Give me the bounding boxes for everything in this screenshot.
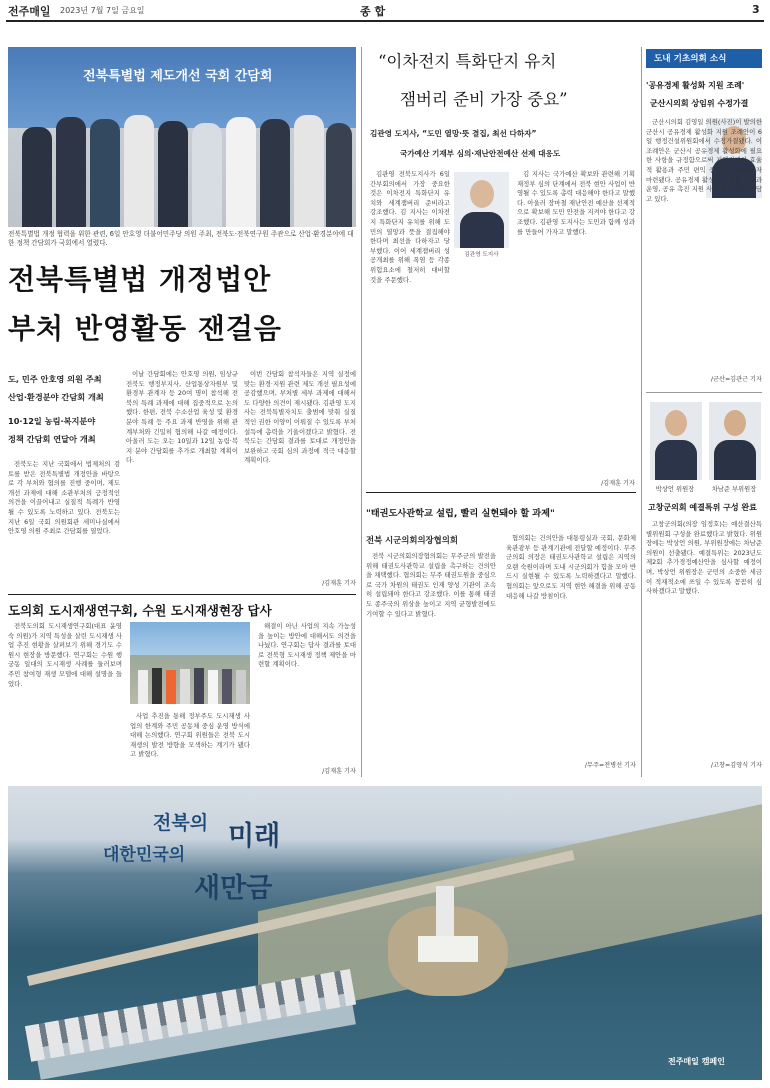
portrait-body: [460, 212, 504, 248]
suwon-body-col3: 해결이 아닌 사업의 지속 가능성을 높이는 방안에 대해서도 의견을 나눴다. 연구회는 답사 결과를 토대로 전북형 도시재생 정책 제안을 마련할 계획이다.: [258, 622, 356, 669]
suwon-byline: /김재훈 기자: [322, 768, 356, 775]
quote-subhead: 김관영 도지사, “도민 열망·뜻 결집, 최선 다하자”: [370, 129, 537, 138]
ad-building: [418, 936, 478, 962]
science-subhead: 전북 시군의회의장협의회: [366, 535, 458, 545]
council-story2-body: 고창군의회(의장 임정호)는 예산결산특별위원회 구성을 완료했다고 밝혔다. 위원장에는 박상언 의원, 부위원장에는 차남준 의원이 선출됐다. 예결특위는 2023년도 제2회 추가경정예산안을 심사할 예정이며, 박상언 위원장은 군민의 소중한 세금이 적재적소에 쓰일 수 있도록 꼼꼼히 심사하겠다고 말했다.: [646, 520, 762, 596]
council-story2-byline: /고창=김영식 기자: [710, 762, 762, 769]
quote-body-col2: 김 지사는 국가예산 확보와 관련해 기획재정부 심의 단계에서 전북 현안 사업이 반영될 수 있도록 총력 대응해야 한다고 말했다. 아울러 장마철 재난안전 예산을 선제적으로 확보해 도민 안전을 지켜야 한다고 강조했다. 김관영 도지사는 도민과 함께 성과를 만들어 가자고 말했다.: [517, 170, 635, 236]
lead-photo: [8, 47, 356, 227]
divider: [8, 594, 356, 595]
sub-headline: 정책 간담회 연달아 개최: [8, 434, 96, 444]
council-story1-body: 군산시의회 김영일 의원(사진)이 발의한 군산시 공유경제 활성화 지원 조례안이 6일 행정건설위원회에서 수정가결됐다. 이 조례안은 군산시 공유경제 활성화에 필요한 사항을 규정함으로써 지역경제의 효율적 활용과 주민 편익 증진에 기여하고자 마련됐다. 공유경제 활성화 위원회 구성과 운영, 공유 촉진 지원 사업 등의 내용을 담고 있다.: [646, 118, 762, 203]
governor-photo-name: 김관영 도지사: [464, 252, 499, 258]
lead-headline-1: 전북특별법 개정법안: [8, 263, 272, 296]
suwon-body-col1: 전북도의회 도시재생연구회(대표 윤영숙 의원)가 지역 특성을 살린 도시재생 사업 추진 현황을 살펴보기 위해 경기도 수원시 현장을 방문했다. 연구회는 수원 행궁동 일대의 도시재생 사례를 둘러보며 주민 참여형 재생 모델에 대해 설명을 들었다.: [8, 622, 122, 688]
quote-subhead-2: 국가예산 기재부 심의·재난안전예산 선제 대응도: [400, 149, 561, 158]
ad-line1b: 미래: [228, 821, 281, 852]
governor-photo: [454, 172, 509, 248]
ad-line2: 대한민국의: [103, 845, 186, 865]
lead-photo-caption: 전북특별법 개정 협력을 위한 관련, 6일 안호영 더불어민주당 의원 주최, 전북도·전북연구원 주관으로 산업·환경분야에 대한 정책 간담회가 국회에서 열렸다.: [8, 230, 354, 247]
suwon-photo: [130, 622, 250, 704]
quote-body-col1: 김관영 전북도지사가 6일 간부회의에서 가장 중요한 것은 이차전지 특화단지 유치와 세계잼버리 준비라고 강조했다. 김 지사는 이차전지 특화단지 유치를 위해 도민의 열망과 뜻을 결집해야 한다며 최선을 다하자고 당부했다. 이어 세계잼버리 성공개최를 위해 폭염 등 각종 위험요소에 철저히 대비할 것을 주문했다.: [370, 170, 450, 284]
quote-headline-1: “이차전지 특화단지 유치: [378, 52, 557, 71]
portrait-head: [665, 410, 687, 436]
portrait-body: [655, 440, 697, 480]
science-byline: /무주=전병선 기자: [584, 762, 636, 769]
banner-text: 전북특별법 제도개선 국회 간담회: [83, 69, 273, 84]
person2-photo: [709, 402, 761, 480]
lead-subheads: [8, 370, 123, 448]
lead-body-col1: 전북도는 지난 국회에서 법제처의 검토를 받은 전북특별법 개정안을 바탕으로 각 부처와 협의를 진행 중이며, 제도개선 과제에 대해 소관부처의 긍정적인 의견을 이끌어내고 실질적 특례가 반영될 수 있도록 노력하고 있다. 전북도는 지난 6일 국회 의원회관 세미나실에서 안호영 의원 주최로 간담회를 열었다.: [8, 460, 120, 536]
section-name: 종 합: [360, 5, 386, 18]
person2-name: 차남준 부위원장: [711, 486, 757, 493]
column-divider: [361, 47, 362, 777]
council-story1-headline-1: '공유경제 활성화 지원 조례': [646, 81, 745, 90]
divider: [366, 492, 636, 493]
lead-headline-2: 부처 반영활동 잰걸음: [8, 312, 282, 345]
portrait-head: [470, 180, 494, 208]
masthead: 전주매일: [8, 5, 51, 18]
quote-byline: /김재훈 기자: [601, 480, 635, 487]
lead-body-col2: 이날 간담회에는 안호영 의원, 임상규 전북도 행정부지사, 산업통상자원부 및 환경부 관계자 등 20여 명이 참석해 전북의 특례 과제에 대해 집중적으로 논의했다. 한편, 전북 수소산업 육성 및 환경 분야 특례 등 주요 과제 반영을 위해 관계부처와 긴밀히 협의해 나갈 예정이다. 아울러 도는 오는 10일과 12일 농림·복지 분야 간담회를 추가로 개최할 계획이다.: [126, 370, 238, 465]
page-number: 3: [752, 3, 760, 16]
divider: [646, 392, 762, 393]
council-label: [646, 49, 762, 68]
lead-byline: /김재훈 기자: [322, 580, 356, 587]
suwon-headline: 도의회 도시재생연구회, 수원 도시재생현장 답사: [8, 603, 272, 618]
person1-photo: [650, 402, 702, 480]
suwon-body-col2: 사업 추진을 통해 정부주도 도시재생 사업의 한계와 주민 공동체 중심 운영 방식에 대해 논의했다. 연구회 위원들은 전북 도시재생의 발전 방향을 모색하는 계기가 됐다고 밝혔다.: [130, 712, 250, 759]
header-date: 2023년 7월 7일 금요일: [60, 6, 145, 15]
science-headline: "태권도사관학교 설립, 빨리 실현돼야 할 과제": [366, 508, 555, 519]
header-rule: [6, 20, 764, 22]
ad-line1: 전북의: [153, 812, 209, 834]
portrait-head: [724, 410, 746, 436]
saemangeum-ad: [8, 786, 762, 1080]
quote-headline-2: 잼버리 준비 가장 중요”: [400, 90, 568, 109]
sub-headline: 10·12일 농림·복지분야: [8, 416, 96, 426]
ad-sponsor: 전주매일 캠페인: [668, 1057, 725, 1066]
ad-line3: 새만금: [194, 873, 273, 904]
lead-body-col3: 이번 간담회 참석자들은 지역 실정에 맞는 환경·지원 관련 제도 개선 필요성에 공감했으며, 부처별 세부 과제에 대해서도 다양한 의견이 제시됐다. 김관영 도지사는 전북특별자치도 출범에 맞춰 실질적인 권한 이양이 이뤄질 수 있도록 부처 설득에 총력을 기울이겠다고 밝혔다. 전북도는 간담회 결과를 토대로 개정안을 보완하고 국회 심의 과정에 적극 대응할 계획이다.: [244, 370, 356, 465]
page-header: [0, 0, 770, 20]
person1-name: 박상언 위원장: [655, 486, 695, 493]
science-body-col2: 협의회는 건의안을 대통령실과 국회, 문화체육관광부 등 관계기관에 전달할 예정이다. 무주군의회 의장은 태권도사관학교 설립은 지역의 오랜 숙원이라며 도내 시군의회가 힘을 모아 반드시 실현될 수 있도록 노력하겠다고 말했다. 협의회는 앞으로도 지역 현안 해결을 위해 공동 대응해 나갈 방침이다.: [506, 534, 636, 600]
science-body-col1: 전북 시군의회의장협의회는 무주군의 발전을 위해 태권도사관학교 설립을 촉구하는 건의안을 채택했다. 협의회는 무주 태권도원을 중심으로 국가 차원의 태권도 인재 양성 기관이 조속히 설립돼야 한다고 강조했다. 이를 통해 태권도 종주국의 위상을 높이고 지역 균형발전에도 기여할 수 있다고 밝혔다.: [366, 552, 496, 618]
council-story2-headline: 고창군의회 예결특위 구성 완료: [648, 503, 757, 512]
sub-headline: 산업·환경분야 간담회 개최: [8, 392, 104, 402]
council-story1-headline-2: 군산시의회 상임위 수정가결: [650, 99, 749, 108]
sub-headline: 도, 민주 안호영 의원 주최: [8, 374, 102, 384]
column-divider: [641, 47, 642, 777]
council-story1-byline: /군산=김관근 기자: [710, 376, 762, 383]
portrait-body: [714, 440, 756, 480]
council-label-text: 도내 기초의회 소식: [654, 54, 727, 64]
